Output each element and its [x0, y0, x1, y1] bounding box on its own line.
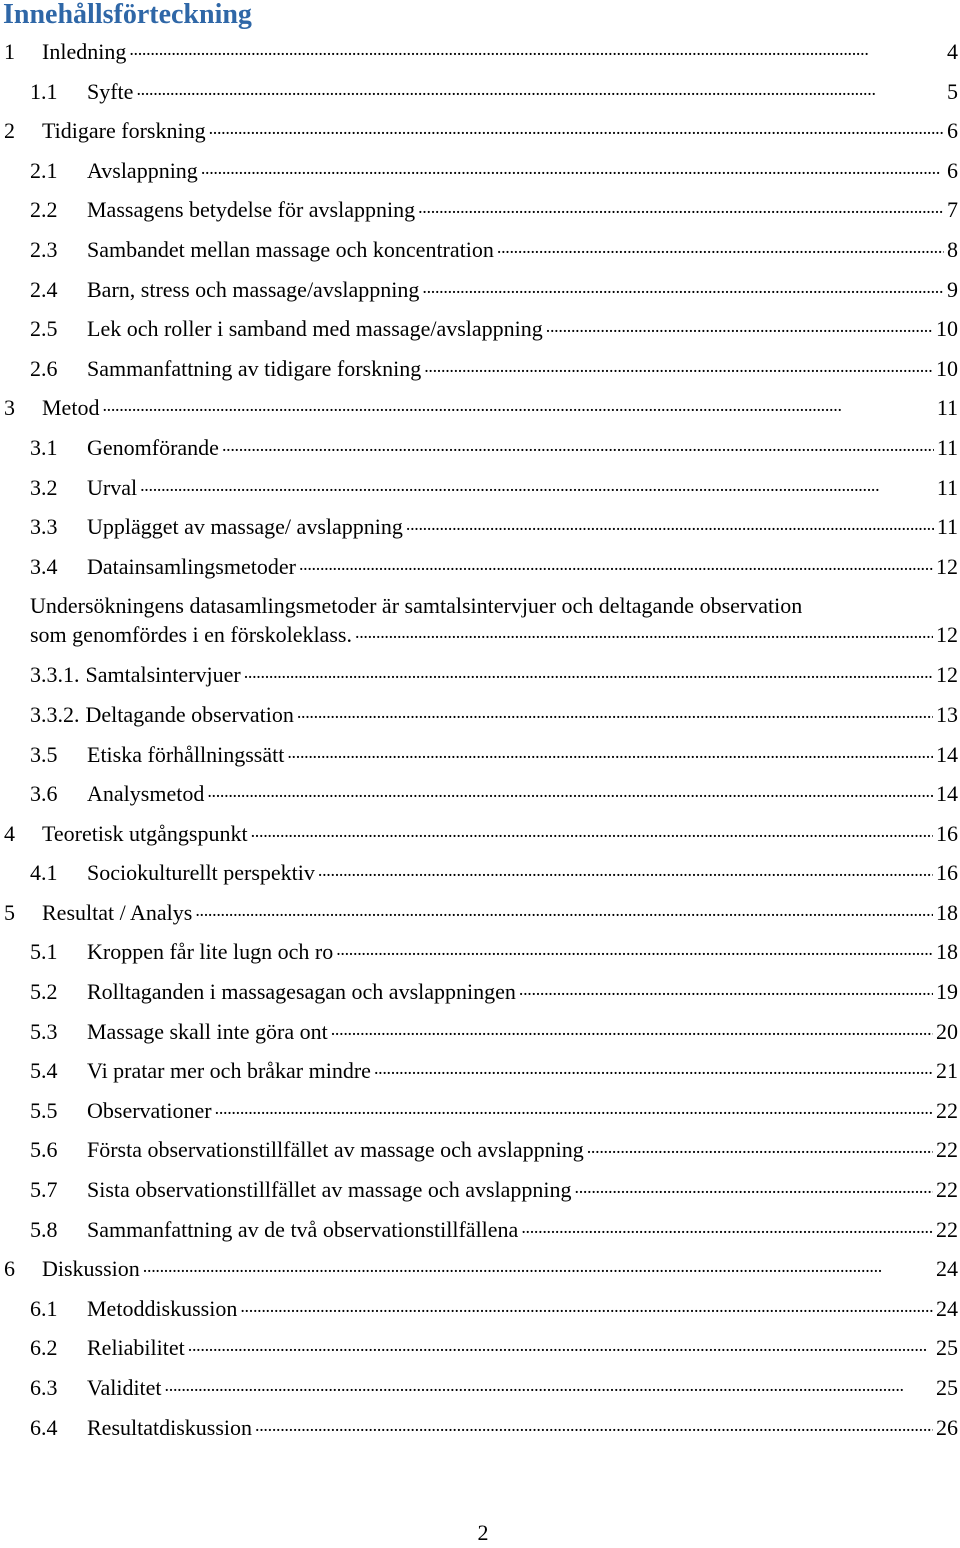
toc-entry-page: 4 [947, 39, 958, 64]
toc-entry-label: Teoretisk utgångspunkt [42, 820, 248, 846]
dot-leader [318, 858, 933, 880]
toc-entry-page: 16 [936, 860, 958, 886]
toc-entry-number: 3.4 [30, 553, 58, 579]
toc-entry-number: 2 [4, 118, 15, 144]
toc-entry[interactable] [0, 818, 960, 858]
toc-entry[interactable] [0, 976, 960, 1016]
toc-entry[interactable] [0, 857, 960, 897]
toc-entry-label: Barn, stress och massage/avslappning [87, 276, 420, 302]
dot-leader [336, 937, 933, 959]
dot-leader [418, 195, 944, 217]
toc-entry[interactable] [0, 1055, 960, 1095]
toc-entry-line [30, 740, 958, 770]
toc-entry[interactable] [0, 392, 960, 432]
toc-entry[interactable] [0, 36, 960, 76]
dot-leader [355, 620, 933, 642]
toc-entry-number: 4.1 [30, 860, 58, 886]
toc-entry-page: 20 [936, 1018, 958, 1044]
toc-entry-number: 6.4 [30, 1414, 58, 1440]
toc-entry-line [30, 77, 958, 107]
dot-leader [207, 779, 933, 801]
toc-entry-page: 12 [936, 622, 958, 648]
toc-entry-line [30, 195, 958, 225]
toc-entry-label: Analysmetod [87, 781, 205, 807]
toc-entry[interactable] [0, 1095, 960, 1135]
toc-entry-number: 3.1 [30, 434, 58, 460]
toc-entry-line [30, 1056, 958, 1086]
toc-entry-label: Sambandet mellan massage och koncentration [87, 236, 494, 262]
toc-entry-line [30, 1413, 958, 1443]
toc-entry-label: Resultat / Analys [42, 899, 193, 925]
toc-entry-line [30, 552, 958, 582]
toc-entry[interactable] [0, 234, 960, 274]
dot-leader [136, 77, 944, 99]
toc-entry-page: 22 [936, 1216, 958, 1242]
toc-entry-label: Metod [42, 395, 100, 421]
dot-leader [575, 1175, 933, 1197]
toc-entry[interactable] [0, 936, 960, 976]
toc-entry-line [30, 314, 958, 344]
dot-leader [222, 433, 934, 455]
toc-entry-page: 24 [936, 1256, 958, 1282]
dot-leader [287, 740, 933, 762]
toc-entry-label: Sammanfattning av de två observationstillfällena [87, 1216, 519, 1242]
toc-entry-label: Första observationstillfället av massage och avslappning [87, 1137, 584, 1163]
toc-entry-number: 5.2 [30, 979, 58, 1005]
toc-entry-line [30, 977, 958, 1007]
toc-entry-label: Datainsamlingsmetoder [87, 553, 296, 579]
dot-leader [374, 1056, 933, 1078]
toc-entry[interactable] [0, 739, 960, 779]
toc-entry-number: 6 [4, 1256, 15, 1282]
toc-entry[interactable] [0, 897, 960, 937]
toc-entry-number: 5.6 [30, 1137, 58, 1163]
toc-entry-page: 11 [936, 474, 958, 500]
toc-entry-page: 10 [936, 316, 958, 342]
toc-entry-label: Sociokulturellt perspektiv [87, 860, 315, 886]
toc-entry-label: Urval [87, 474, 138, 500]
toc-entry-number: 5.5 [30, 1097, 58, 1123]
toc-entry-page: 6 [947, 157, 958, 183]
toc-entry-line [0, 1254, 958, 1284]
toc-entry-line [30, 1215, 958, 1245]
toc-entry[interactable] [0, 1253, 960, 1293]
toc-entry[interactable] [0, 1016, 960, 1056]
dot-leader [244, 660, 933, 682]
toc-entry[interactable] [0, 511, 960, 551]
dot-leader [546, 314, 933, 336]
toc-entry-line [30, 275, 958, 305]
toc-entry-number: 5 [4, 899, 15, 925]
toc-entry-line [0, 819, 958, 849]
toc-entry[interactable] [0, 551, 960, 591]
dot-leader [201, 156, 944, 178]
toc-entry-line [0, 898, 958, 928]
toc-entry-number: 2.2 [30, 197, 58, 223]
dot-leader [406, 512, 934, 534]
toc-entry-label: Observationer [87, 1097, 212, 1123]
toc-list [0, 36, 960, 1451]
toc-entry[interactable] [0, 590, 960, 659]
toc-entry[interactable] [0, 1332, 960, 1372]
toc-entry-page: 13 [936, 701, 958, 727]
toc-entry-label: Validitet [87, 1375, 162, 1400]
toc-entry-label: Etiska förhållningssätt [87, 741, 285, 767]
toc-entry-page: 14 [936, 741, 958, 767]
toc-entry-label: Sista observationstillfället av massage och avslappning [87, 1177, 572, 1203]
toc-entry[interactable] [0, 194, 960, 234]
toc-entry-page: 8 [947, 236, 958, 262]
toc-entry-number: 3.5 [30, 741, 58, 767]
toc-entry[interactable] [0, 353, 960, 393]
toc-entry-number: 2.4 [30, 276, 58, 302]
dot-leader [140, 473, 934, 495]
toc-entry[interactable] [0, 1412, 960, 1452]
dot-leader [299, 552, 933, 574]
toc-entry-line [30, 1017, 958, 1047]
toc-entry-page: 10 [936, 355, 958, 381]
toc-entry-page: 11 [936, 395, 958, 421]
toc-entry-line [30, 700, 958, 730]
toc-entry-number: 5.7 [30, 1177, 58, 1203]
toc-entry-page: 22 [936, 1177, 958, 1203]
toc-entry-line [30, 1333, 958, 1363]
dot-leader [195, 898, 933, 920]
dot-leader [297, 700, 933, 722]
dot-leader [240, 1294, 933, 1316]
toc-entry[interactable] [0, 1134, 960, 1174]
toc-entry-number: 6.2 [30, 1335, 58, 1361]
toc-entry-label: Tidigare forskning [42, 118, 206, 144]
toc-entry-line [30, 1135, 958, 1165]
toc-entry-page: 22 [936, 1137, 958, 1163]
toc-entry-page: 6 [947, 118, 958, 144]
toc-entry[interactable] [0, 274, 960, 314]
toc-entry-number: 3.6 [30, 781, 58, 807]
toc-entry-line [30, 235, 958, 265]
toc-entry-line [0, 37, 958, 67]
dot-leader [215, 1096, 933, 1118]
toc-entry[interactable] [0, 778, 960, 818]
toc-entry-label: Metoddiskussion [87, 1295, 238, 1321]
toc-entry-number: 2.3 [30, 236, 58, 262]
toc-entry-label-line2: som genomfördes i en förskoleklass. [30, 622, 352, 648]
dot-leader [422, 275, 944, 297]
toc-entry[interactable] [0, 1372, 960, 1412]
toc-entry-label: Kroppen får lite lugn och ro [87, 939, 334, 965]
toc-entry-number: 1.1 [30, 78, 58, 104]
toc-entry-line [30, 858, 958, 888]
toc-entry[interactable] [0, 659, 960, 699]
dot-leader [519, 977, 933, 999]
toc-entry-page: 18 [936, 899, 958, 925]
dot-leader [255, 1413, 933, 1435]
toc-entry-page: 19 [936, 979, 958, 1005]
toc-entry-number: 6.1 [30, 1295, 58, 1321]
dot-leader [521, 1215, 933, 1237]
toc-entry-number: 1 [4, 39, 15, 64]
toc-entry[interactable] [0, 1293, 960, 1333]
toc-entry-page: 18 [936, 939, 958, 965]
toc-entry-line [0, 116, 958, 146]
toc-heading: Innehållsförteckning [3, 0, 252, 30]
toc-entry-page: 11 [936, 514, 958, 540]
toc-entry-label: Diskussion [42, 1256, 140, 1282]
toc-entry-page: 25 [936, 1375, 958, 1400]
toc-entry-label: Resultatdiskussion [87, 1414, 253, 1440]
toc-entry-number: 3.3.1. [30, 662, 80, 688]
toc-entry-line [30, 1175, 958, 1205]
page-number: 2 [477, 1520, 489, 1545]
toc-entry-number: 5.4 [30, 1058, 58, 1084]
toc-entry-number: 5.8 [30, 1216, 58, 1242]
toc-entry[interactable] [0, 1214, 960, 1254]
toc-entry-number: 4 [4, 820, 15, 846]
dot-leader [102, 393, 933, 415]
toc-entry[interactable] [0, 76, 960, 116]
toc-entry-line [30, 433, 958, 463]
toc-entry-number: 2.5 [30, 316, 58, 342]
toc-entry-label: Deltagande observation [85, 701, 294, 727]
toc-entry-number: 3 [4, 395, 15, 421]
toc-entry-number: 6.3 [30, 1375, 58, 1400]
toc-entry[interactable] [0, 115, 960, 155]
toc-entry[interactable] [0, 472, 960, 512]
toc-entry-label: Vi pratar mer och bråkar mindre [87, 1058, 371, 1084]
toc-entry-line [30, 1096, 958, 1126]
toc-entry-number: 5.3 [30, 1018, 58, 1044]
dot-leader [165, 1373, 933, 1395]
toc-entry-label: Syfte [87, 78, 134, 104]
toc-entry-number: 3.3.2. [30, 701, 80, 727]
toc-entry-page: 12 [936, 662, 958, 688]
toc-entry-line [30, 354, 958, 384]
toc-entry-line [30, 937, 958, 967]
toc-entry-page: 7 [947, 197, 958, 223]
toc-entry-page: 25 [936, 1335, 958, 1361]
toc-entry-line [30, 779, 958, 809]
toc-entry-label: Massage skall inte göra ont [87, 1018, 328, 1044]
toc-entry-page: 24 [936, 1295, 958, 1321]
toc-entry-label: Samtalsintervjuer [85, 662, 241, 688]
toc-entry-page: 5 [947, 78, 958, 104]
dot-leader [129, 37, 944, 59]
toc-entry-page: 9 [947, 276, 958, 302]
toc-entry[interactable] [0, 155, 960, 195]
toc-entry-label: Lek och roller i samband med massage/avslappning [87, 316, 543, 342]
toc-entry-page: 22 [936, 1097, 958, 1123]
toc-entry-page: 12 [936, 553, 958, 579]
toc-entry-label: Avslappning [87, 157, 198, 183]
toc-entry-page: 16 [936, 820, 958, 846]
toc-entry[interactable] [0, 313, 960, 353]
dot-leader [424, 354, 933, 376]
toc-entry-label: Reliabilitet [87, 1335, 185, 1361]
toc-entry-label: Sammanfattning av tidigare forskning [87, 355, 422, 381]
dot-leader [188, 1333, 933, 1355]
toc-entry-label: Rolltaganden i massagesagan och avslappningen [87, 979, 516, 1005]
toc-entry-number: 5.1 [30, 939, 58, 965]
dot-leader [209, 116, 944, 138]
toc-entry-line [30, 1373, 958, 1403]
toc-entry-line [30, 1294, 958, 1324]
dot-leader [331, 1017, 933, 1039]
toc-entry-line [30, 620, 958, 650]
toc-entry-line [30, 156, 958, 186]
toc-entry-line [0, 393, 958, 423]
toc-entry-page: 11 [936, 434, 958, 460]
toc-entry-page: 26 [936, 1414, 958, 1440]
toc-entry-line [30, 512, 958, 542]
toc-entry-label: Massagens betydelse för avslappning [87, 197, 416, 223]
toc-entry-line [30, 473, 958, 503]
toc-entry[interactable] [0, 699, 960, 739]
toc-entry-label: Upplägget av massage/ avslappning [87, 514, 403, 540]
dot-leader [587, 1135, 933, 1157]
toc-entry-page: 21 [936, 1058, 958, 1084]
dot-leader [143, 1254, 933, 1276]
toc-entry-number: 2.1 [30, 157, 58, 183]
toc-entry-number: 3.3 [30, 514, 58, 540]
toc-entry-number: 2.6 [30, 355, 58, 381]
dot-leader [251, 819, 933, 841]
toc-entry-label-line1: Undersökningens datasamlingsmetoder är samtalsintervjuer och deltagande observation [30, 593, 803, 619]
toc-entry-page: 14 [936, 781, 958, 807]
toc-entry-label: Genomförande [87, 434, 219, 460]
toc-entry-line [30, 660, 958, 690]
toc-entry-number: 3.2 [30, 474, 58, 500]
toc-entry-label: Inledning [42, 39, 127, 64]
toc-entry[interactable] [0, 1174, 960, 1214]
dot-leader [497, 235, 944, 257]
toc-entry[interactable] [0, 432, 960, 472]
